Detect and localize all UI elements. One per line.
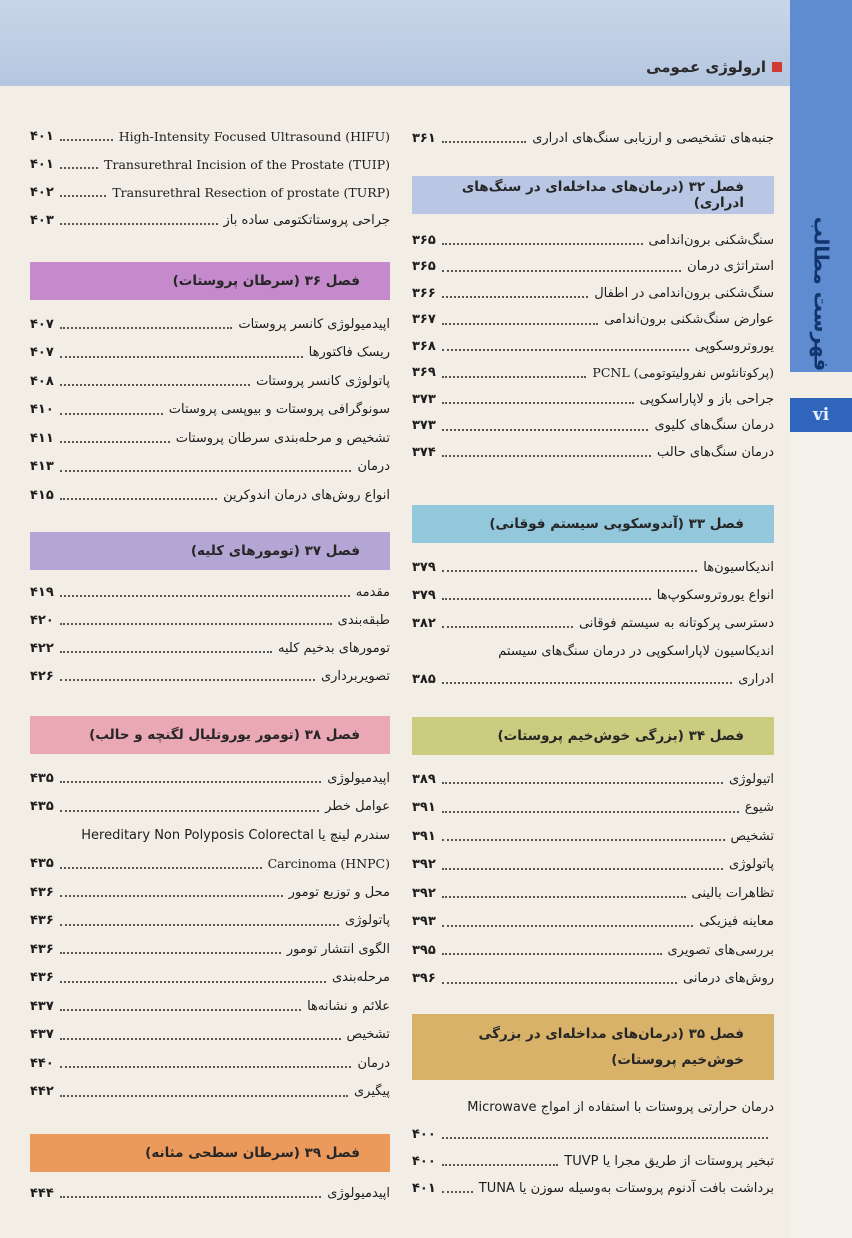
toc-entry[interactable]	[412, 228, 774, 252]
toc-entry-label: تشخیص	[730, 828, 774, 844]
toc-entry-label: ریسک فاکتورها	[308, 345, 390, 360]
dot-leader	[60, 356, 303, 358]
toc-entry-label: درمان	[357, 459, 390, 474]
dot-leader	[442, 598, 651, 600]
toc-entry[interactable]	[412, 387, 774, 411]
dot-leader	[60, 623, 332, 625]
dot-leader	[442, 626, 573, 628]
toc-entry-page: ۳۹۲	[412, 857, 436, 872]
toc-entry[interactable]	[412, 414, 774, 438]
dot-leader	[442, 982, 677, 984]
chapter-32-heading[interactable]: فصل ۳۲ (درمان‌های مداخله‌ای در سنگ‌های ادراری)	[412, 176, 774, 214]
toc-entry-label: انواع یوروتروسکوپ‌ها	[656, 587, 774, 603]
toc-entry-page: ۳۶۹	[412, 365, 436, 380]
toc-entry[interactable]	[30, 766, 390, 790]
toc-entry-page: ۴۳۵	[30, 799, 54, 814]
toc-entry-label: درمان حرارتی پروستات با استفاده از امواج Microwave	[467, 1099, 774, 1115]
toc-entry[interactable]	[412, 796, 774, 820]
toc-entry-label: مقدمه	[355, 584, 390, 600]
toc-entry-label: Carcinoma (HNPC)	[267, 856, 390, 871]
toc-entry[interactable]	[30, 483, 390, 507]
toc-entry[interactable]	[30, 909, 390, 933]
toc-entry-label: یوروتروسکوپی	[694, 338, 774, 354]
toc-entry-page: ۳۹۳	[412, 914, 436, 929]
dot-leader	[442, 243, 643, 245]
toc-entry-page: ۳۸۹	[412, 771, 436, 787]
toc-entry-label: درمان	[357, 1055, 390, 1071]
toc-entry-page: ۴۰۷	[30, 345, 54, 360]
dot-leader	[60, 651, 272, 653]
dot-leader	[442, 455, 651, 457]
toc-entry-label: مرحله‌بندی	[332, 970, 390, 985]
toc-entry[interactable]	[30, 823, 390, 847]
toc-entry-page: ۳۷۹	[412, 587, 436, 603]
toc-entry-page: ۴۱۳	[30, 459, 54, 474]
toc-entry-label: ادراری	[738, 671, 774, 687]
toc-entry-label: سنگ‌شکنی برون‌اندامی در اطفال	[594, 285, 774, 301]
dot-leader	[442, 429, 649, 431]
toc-entry-label: پیگیری	[354, 1084, 390, 1099]
toc-entry-page: ۴۰۰	[412, 1153, 436, 1169]
toc-entry[interactable]	[412, 881, 774, 905]
toc-entry-page: ۴۳۶	[30, 913, 54, 928]
toc-entry-page: ۴۰۳	[30, 212, 54, 228]
toc-entry-label: تشخیص	[346, 1027, 390, 1042]
dot-leader	[442, 1137, 768, 1139]
toc-entry-label: درمان سنگ‌های حالب	[657, 444, 774, 460]
dot-leader	[442, 953, 662, 955]
toc-entry[interactable]	[30, 795, 390, 819]
toc-entry-page: ۳۸۲	[412, 615, 436, 631]
toc-entry[interactable]	[30, 608, 390, 632]
toc-entry[interactable]: جنبه‌های تشخیصی و ارزیابی سنگ‌های ادراری ۳۶۱	[412, 130, 774, 146]
toc-entry[interactable]	[30, 426, 390, 450]
toc-entry-label: Transurethral Incision of the Prostate (TUIP)	[104, 156, 390, 172]
toc-entry-label: اپیدمیولوژی	[327, 1185, 390, 1201]
dot-leader	[60, 781, 321, 783]
dot-leader	[442, 811, 739, 813]
toc-entry-label: پاتولوژی	[728, 857, 774, 872]
chapter-34-heading[interactable]: فصل ۳۴ (بزرگی خوش‌خیم پروستات)	[412, 717, 774, 755]
dot-leader	[442, 782, 723, 784]
toc-entry-label: پاتولوژی	[344, 913, 390, 928]
toc-entry-page: ۴۲۶	[30, 668, 54, 684]
dot-leader	[442, 270, 681, 272]
toc-right-column	[412, 0, 774, 1238]
toc-left-column	[30, 0, 390, 1238]
dot-leader	[442, 1164, 558, 1166]
toc-entry-page: ۴۱۵	[30, 487, 54, 503]
toc-entry-label: اتیولوژی	[729, 771, 774, 787]
dot-leader	[442, 402, 634, 404]
toc-entry[interactable]	[412, 281, 774, 305]
toc-entry[interactable]	[30, 636, 390, 660]
toc-entry[interactable]	[412, 853, 774, 877]
toc-entry[interactable]	[30, 1181, 390, 1205]
dot-leader	[442, 376, 587, 378]
toc-entry-label: اندیکاسیون لاپاراسکوپی در درمان سنگ‌های سیستم	[498, 643, 774, 659]
chapter-35-heading[interactable]: فصل ۳۵ (درمان‌های مداخله‌ای در بزرگی خوش‌خیم پروستات)	[412, 1014, 774, 1080]
toc-entry-label: عوامل خطر	[325, 799, 390, 814]
toc-entry[interactable]	[30, 180, 390, 204]
toc-entry-page: ۴۰۸	[30, 373, 54, 389]
toc-entry[interactable]	[412, 1122, 774, 1146]
toc-entry-page: ۴۱۹	[30, 584, 54, 600]
toc-entry[interactable]	[412, 938, 774, 962]
toc-entry[interactable]	[412, 639, 774, 663]
toc-entry-page: ۴۰۲	[30, 184, 54, 200]
toc-entry-page: ۳۶۵	[412, 232, 436, 248]
dot-leader	[60, 810, 319, 812]
toc-entry[interactable]	[412, 910, 774, 934]
toc-entry-page: ۴۰۷	[30, 316, 54, 332]
toc-entry-page: ۳۶۵	[412, 259, 436, 274]
dot-leader	[60, 384, 250, 386]
toc-entry-page: ۴۲۰	[30, 612, 54, 628]
toc-entry-page: ۳۷۴	[412, 444, 436, 460]
toc-entry[interactable]	[30, 398, 390, 422]
toc-entry-label: معاینه فیزیکی	[699, 914, 774, 929]
toc-entry-label: تصویربرداری	[320, 668, 390, 684]
toc-entry-page: ۴۳۷	[30, 1027, 54, 1042]
toc-entry-label: برداشت بافت آدنوم پروستات به‌وسیله سوزن یا TUNA	[478, 1180, 774, 1196]
dot-leader	[442, 896, 686, 898]
toc-entry-label: دسترسی پرکوتانه به سیستم فوقانی	[578, 615, 774, 631]
toc-entry-page: ۳۷۳	[412, 391, 436, 407]
dot-leader	[60, 327, 233, 329]
sidebar-margin	[790, 432, 852, 1238]
toc-entry-page: ۴۴۲	[30, 1084, 54, 1099]
toc-entry[interactable]	[30, 880, 390, 904]
toc-entry-page: ۳۷۳	[412, 418, 436, 433]
dot-leader	[442, 323, 598, 325]
toc-entry-label: جراحی پروستاتکتومی ساده باز	[223, 212, 390, 228]
toc-entry-label: جراحی باز و لاپاراسکوپی	[639, 391, 774, 407]
dot-leader	[60, 981, 326, 983]
toc-entry[interactable]	[412, 255, 774, 279]
toc-entry-label: سنگ‌شکنی برون‌اندامی	[648, 232, 774, 248]
toc-entry-label: سونوگرافی پروستات و بیوپسی پروستات	[168, 402, 390, 417]
toc-entry[interactable]	[30, 369, 390, 393]
toc-entry[interactable]	[30, 208, 390, 232]
toc-entry-page: ۴۳۵	[30, 856, 54, 871]
toc-entry-label: پاتولوژی کانسر پروستات	[256, 373, 390, 389]
dot-leader	[442, 570, 697, 572]
dot-leader	[60, 167, 98, 169]
dot-leader	[60, 498, 217, 500]
toc-entry-page: ۳۶۶	[412, 285, 436, 301]
dot-leader	[60, 1038, 341, 1040]
chapter-39-heading[interactable]: فصل ۳۹ (سرطان سطحی مثانه)	[30, 1134, 390, 1172]
dot-leader	[60, 1095, 348, 1097]
toc-entry-label: علائم و نشانه‌ها	[307, 998, 390, 1014]
toc-entry-label: الگوی انتشار تومور	[286, 941, 390, 957]
toc-entry-label: اندیکاسیون‌ها	[703, 559, 774, 575]
toc-entry-page: ۴۳۵	[30, 770, 54, 786]
toc-entry[interactable]	[30, 580, 390, 604]
dot-leader	[60, 1009, 301, 1011]
toc-entry-page: ۴۲۲	[30, 640, 54, 656]
toc-entry[interactable]	[412, 440, 774, 464]
dot-leader	[60, 867, 262, 869]
sidebar-title: فهرست مطالب	[809, 216, 834, 372]
toc-entry[interactable]	[412, 334, 774, 358]
dot-leader	[442, 839, 725, 841]
toc-entry[interactable]	[412, 1149, 774, 1173]
dot-leader	[60, 223, 218, 225]
toc-entry-label: High-Intensity Focused Ultrasound (HIFU)	[118, 128, 390, 144]
toc-entry-page: ۳۶۷	[412, 312, 436, 327]
dot-leader	[442, 925, 693, 927]
dot-leader	[60, 952, 281, 954]
toc-entry-page: ۳۹۶	[412, 971, 436, 986]
dot-leader	[60, 924, 339, 926]
toc-entry[interactable]	[412, 611, 774, 635]
dot-leader	[60, 679, 315, 681]
chapter-36-heading[interactable]: فصل ۳۶ (سرطان پروستات)	[30, 262, 390, 300]
toc-entry[interactable]	[30, 852, 390, 876]
toc-entry-page: ۴۴۰	[30, 1055, 54, 1071]
toc-entry-page: ۳۶۸	[412, 338, 436, 354]
dot-leader	[60, 595, 350, 597]
toc-entry[interactable]	[30, 1023, 390, 1047]
dot-leader	[442, 349, 689, 351]
dot-leader	[60, 470, 352, 472]
toc-entry-page: ۴۳۶	[30, 884, 54, 900]
toc-entry-page: ۴۰۱	[412, 1180, 436, 1196]
dot-leader	[60, 1066, 352, 1068]
chapter-37-heading[interactable]: فصل ۳۷ (تومورهای کلیه)	[30, 532, 390, 570]
toc-entry[interactable]	[412, 824, 774, 848]
dot-leader	[60, 895, 283, 897]
toc-entry-label: محل و توزیع تومور	[288, 884, 390, 900]
toc-entry[interactable]	[30, 1051, 390, 1075]
toc-entry-page: ۴۰۱	[30, 128, 54, 144]
toc-entry-page: ۴۰۱	[30, 156, 54, 172]
dot-leader	[442, 1191, 473, 1193]
toc-entry[interactable]	[30, 124, 390, 148]
running-header-title: ارولوژی عمومی	[646, 58, 766, 76]
toc-entry-page: ۳۸۵	[412, 671, 436, 687]
dot-leader	[60, 1196, 321, 1198]
chapter-38-heading[interactable]: فصل ۳۸ (تومور یوروتلیال لگنچه و حالب)	[30, 716, 390, 754]
page-number-tab: vi	[790, 398, 852, 432]
toc-entry-label: عوارض سنگ‌شکنی برون‌اندامی	[604, 312, 774, 327]
toc-entry-page: ۳۹۲	[412, 885, 436, 901]
toc-entry[interactable]	[30, 937, 390, 961]
toc-entry-page: ۳۹۱	[412, 800, 436, 815]
dot-leader	[442, 682, 732, 684]
toc-entry-page: ۴۳۷	[30, 998, 54, 1014]
toc-entry-page: ۴۴۴	[30, 1185, 54, 1201]
toc-entry-label: درمان سنگ‌های کلیوی	[654, 418, 774, 433]
toc-entry[interactable]	[412, 767, 774, 791]
dot-leader	[60, 413, 163, 415]
toc-entry-label: انواع روش‌های درمان اندوکرین	[223, 487, 390, 503]
toc-entry[interactable]	[30, 664, 390, 688]
toc-entry-page: ۳۹۱	[412, 828, 436, 844]
toc-entry[interactable]	[30, 1080, 390, 1104]
toc-entry-page: ۴۳۶	[30, 941, 54, 957]
toc-entry-page: ۴۱۰	[30, 402, 54, 417]
dot-leader	[442, 868, 723, 870]
toc-entry-label: اپیدمیولوژی	[327, 770, 390, 786]
dot-leader	[60, 441, 170, 443]
toc-entry[interactable]	[412, 1095, 774, 1119]
toc-entry[interactable]	[412, 583, 774, 607]
toc-entry[interactable]	[412, 555, 774, 579]
dot-leader	[60, 195, 107, 197]
toc-entry-label: PCNL (پرکوتانئوس نفرولیتوتومی)	[592, 365, 774, 380]
toc-entry[interactable]	[412, 967, 774, 991]
toc-entry-label: استراتژی درمان	[687, 259, 774, 274]
toc-entry-label: سندرم لینچ یا Hereditary Non Polyposis Colorectal	[81, 827, 390, 843]
toc-entry-page: ۳۷۹	[412, 559, 436, 575]
toc-entry-page: ۴۳۶	[30, 970, 54, 985]
toc-entry-label: تشخیص و مرحله‌بندی سرطان پروستات	[175, 430, 390, 446]
toc-entry[interactable]	[30, 994, 390, 1018]
toc-entry[interactable]	[412, 308, 774, 332]
toc-entry[interactable]	[30, 341, 390, 365]
toc-entry-page: ۴۰۰	[412, 1126, 436, 1142]
chapter-33-heading[interactable]: فصل ۳۳ (آندوسکوپی سیستم فوقانی)	[412, 505, 774, 543]
toc-entry-label: اپیدمیولوژی کانسر پروستات	[238, 316, 390, 332]
toc-entry-label: تومورهای بدخیم کلیه	[278, 640, 390, 656]
dot-leader	[60, 139, 113, 141]
toc-entry[interactable]	[412, 1176, 774, 1200]
toc-entry-label: شیوع	[744, 800, 774, 815]
toc-entry-label: طبقه‌بندی	[337, 612, 390, 628]
toc-entry-label: روش‌های درمانی	[683, 971, 774, 986]
toc-entry-label: Transurethral Resection of prostate (TURP)	[112, 184, 390, 200]
toc-entry[interactable]	[412, 361, 774, 385]
toc-entry[interactable]	[30, 966, 390, 990]
toc-entry-label: تظاهرات بالینی	[691, 885, 774, 901]
toc-entry-page: ۴۱۱	[30, 430, 54, 446]
toc-entry[interactable]	[412, 667, 774, 691]
toc-entry[interactable]	[30, 312, 390, 336]
toc-entry-label: بررسی‌های تصویری	[667, 942, 774, 958]
toc-entry[interactable]	[30, 152, 390, 176]
toc-entry[interactable]	[30, 455, 390, 479]
toc-entry-page: ۳۹۵	[412, 942, 436, 958]
toc-entry-label: تبخیر پروستات از طریق مجرا یا TUVP	[564, 1153, 774, 1169]
dot-leader	[442, 296, 588, 298]
